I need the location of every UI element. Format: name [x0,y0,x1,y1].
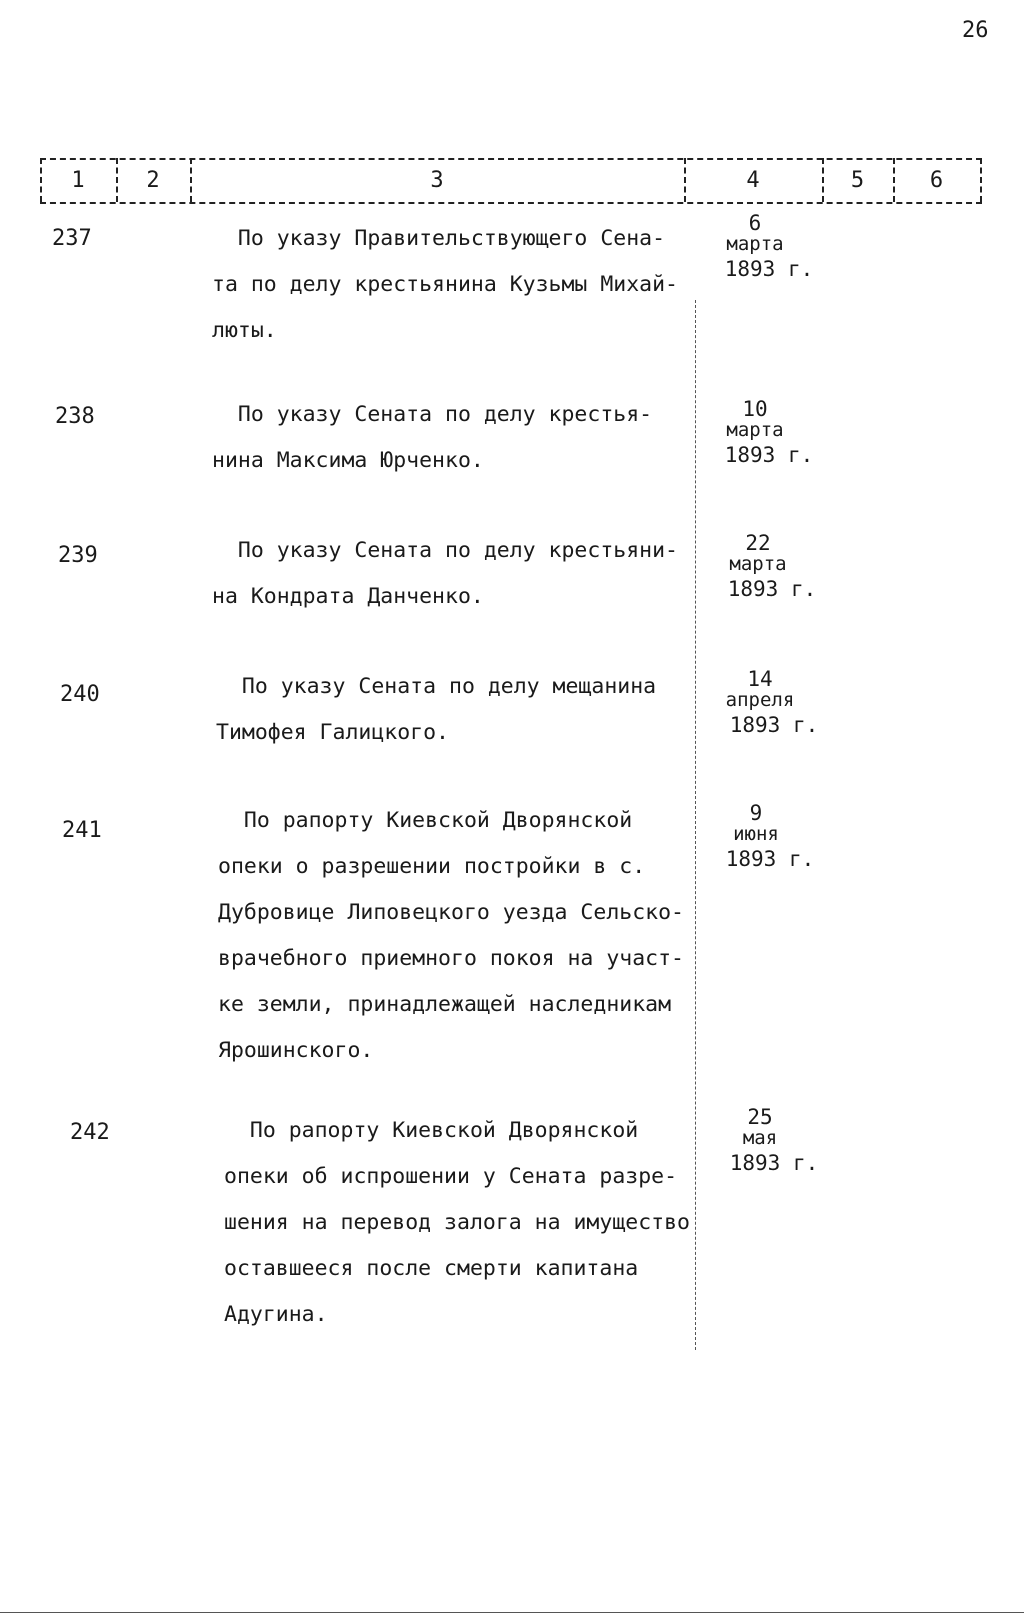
description-line: Тимофея Галицкого. [216,720,449,745]
description-line: ке земли, принадлежащей наследникам [218,992,672,1017]
description-line: Дубровице Липовецкого уезда Сельско- [218,900,684,925]
column-separator [980,158,982,202]
description-line: По указу Сената по делу мещанина [216,674,657,699]
entry-description [212,392,652,484]
description-line: По рапорту Киевской Дворянской [224,1118,639,1143]
entry-date [695,212,815,284]
date-month: июня [733,823,779,845]
entry-number: 239 [58,543,98,568]
entry-date [696,802,816,874]
date-month: мая [742,1127,778,1149]
entry-number: 240 [60,682,100,707]
date-year: 1893 г. [727,577,817,601]
date-year: 1893 г. [724,443,814,467]
description-line: По указу Правительствующего Сена- [212,226,666,251]
date-day: 6 [748,211,762,235]
entry-description [218,798,684,1074]
description-line: шения на перевод залога на имущество [224,1210,690,1235]
description-line: на Кондрата Данченко. [212,584,484,609]
entry-number: 237 [52,226,92,251]
description-line: По указу Сената по делу крестья- [212,402,653,427]
description-line: По рапорту Киевской Дворянской [218,808,633,833]
entry-description [216,664,656,756]
date-day: 25 [747,1105,773,1129]
date-month: марта [726,419,784,441]
entry-description [224,1108,690,1338]
entry-date [695,398,815,470]
date-year: 1893 г. [729,1151,819,1175]
header-top-rule [40,158,982,160]
description-line: нина Максима Юрченко. [212,448,484,473]
column-header-2: 2 [146,168,160,193]
description-line: оставшееся после смерти капитана [224,1256,639,1281]
description-line: опеки о разрешении постройки в с. [218,854,646,879]
entry-description [212,216,678,354]
column-header-6: 6 [929,168,944,193]
header-bottom-rule [40,202,982,204]
column-header-1: 1 [71,168,85,193]
date-month: марта [726,233,784,255]
date-day: 9 [749,801,763,825]
column-header-3: 3 [430,168,444,193]
date-year: 1893 г. [729,713,819,737]
page-number: 26 [962,18,989,43]
description-line: опеки об испрошении у Сената разре- [224,1164,678,1189]
column-header-4: 4 [746,168,760,193]
entry-description [212,528,678,620]
entry-number: 242 [70,1120,110,1145]
date-day: 10 [742,397,768,421]
description-line: та по делу крестьянина Кузьмы Михай- [212,272,678,297]
date-month: апреля [725,689,795,711]
page-bottom-edge [0,1612,1024,1613]
description-line: Адугина. [224,1302,328,1327]
date-year: 1893 г. [725,847,815,871]
date-day: 14 [747,667,773,691]
entry-number: 241 [62,818,102,843]
entry-date [700,1106,820,1178]
entry-date [700,668,820,740]
date-month: марта [729,553,787,575]
description-line: По указу Сената по делу крестьяни- [212,538,678,563]
entry-date [698,532,818,604]
description-line: врачебного приемного покоя на участ- [218,946,684,971]
column-header-5: 5 [850,168,865,193]
date-year: 1893 г. [724,257,814,281]
description-line: Ярошинского. [218,1038,374,1063]
date-day: 22 [745,531,771,555]
description-line: люты. [212,318,277,343]
entry-number: 238 [55,404,95,429]
